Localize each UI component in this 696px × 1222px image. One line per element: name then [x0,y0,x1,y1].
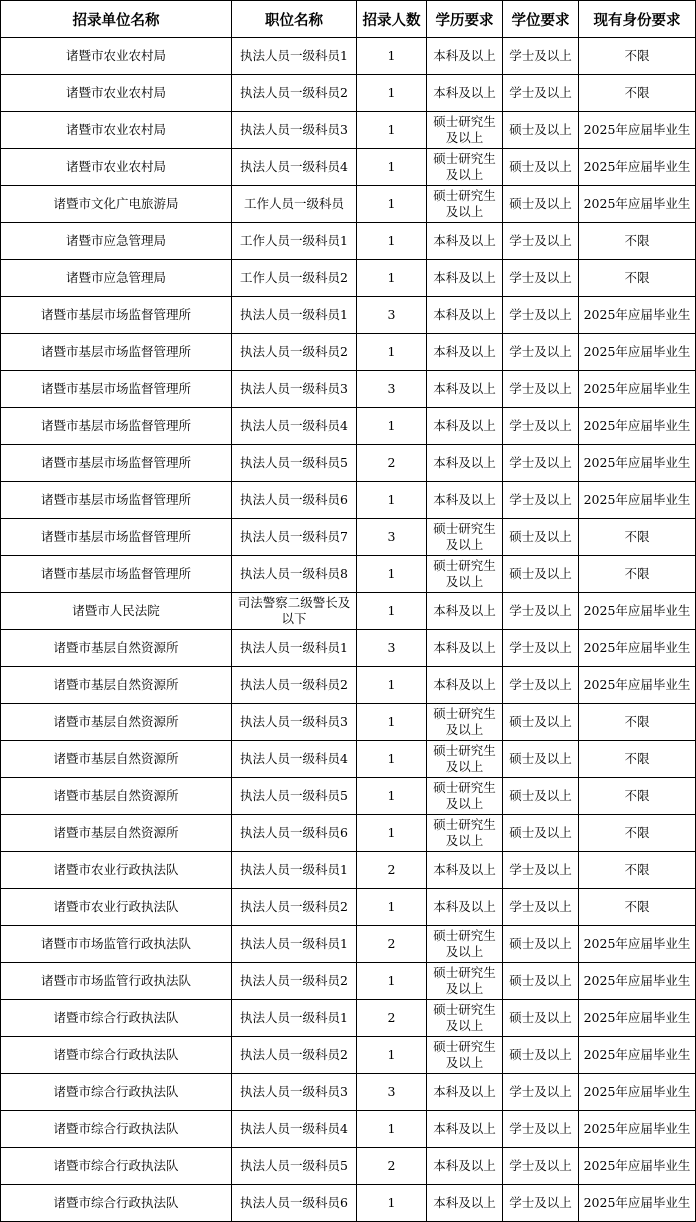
cell-count: 1 [357,112,427,149]
header-position: 职位名称 [232,1,357,38]
cell-identity: 2025年应届毕业生 [579,482,696,519]
cell-unit: 诸暨市农业农村局 [1,112,232,149]
cell-count: 2 [357,852,427,889]
cell-unit: 诸暨市农业行政执法队 [1,889,232,926]
cell-identity: 2025年应届毕业生 [579,408,696,445]
table-row [1,556,696,593]
cell-position: 执法人员一级科员4 [232,741,357,778]
cell-unit: 诸暨市市场监管行政执法队 [1,963,232,1000]
cell-position: 执法人员一级科员5 [232,1148,357,1185]
header-count: 招录人数 [357,1,427,38]
cell-degree: 硕士及以上 [503,186,579,223]
cell-position: 执法人员一级科员6 [232,482,357,519]
table-row [1,186,696,223]
cell-identity: 不限 [579,889,696,926]
cell-degree: 学士及以上 [503,1111,579,1148]
cell-identity: 不限 [579,260,696,297]
cell-unit: 诸暨市应急管理局 [1,260,232,297]
cell-degree: 硕士及以上 [503,1000,579,1037]
table-row [1,963,696,1000]
cell-identity: 不限 [579,852,696,889]
table-row [1,1148,696,1185]
cell-count: 1 [357,408,427,445]
cell-position: 执法人员一级科员3 [232,704,357,741]
cell-position: 执法人员一级科员1 [232,1000,357,1037]
cell-identity: 2025年应届毕业生 [579,297,696,334]
cell-count: 1 [357,815,427,852]
cell-unit: 诸暨市文化广电旅游局 [1,186,232,223]
header-education: 学历要求 [427,1,503,38]
cell-identity: 2025年应届毕业生 [579,667,696,704]
cell-identity: 不限 [579,556,696,593]
cell-position: 执法人员一级科员2 [232,667,357,704]
cell-unit: 诸暨市综合行政执法队 [1,1037,232,1074]
table-row [1,371,696,408]
cell-education: 本科及以上 [427,75,503,112]
table-row [1,593,696,630]
cell-position: 执法人员一级科员4 [232,408,357,445]
cell-degree: 学士及以上 [503,889,579,926]
table-row [1,149,696,186]
cell-unit: 诸暨市农业农村局 [1,38,232,75]
cell-position: 执法人员一级科员2 [232,963,357,1000]
cell-unit: 诸暨市基层市场监督管理所 [1,334,232,371]
cell-degree: 学士及以上 [503,852,579,889]
cell-identity: 2025年应届毕业生 [579,630,696,667]
cell-education: 本科及以上 [427,223,503,260]
cell-count: 1 [357,186,427,223]
table-row [1,704,696,741]
cell-degree: 硕士及以上 [503,1037,579,1074]
table-row [1,334,696,371]
cell-identity: 不限 [579,223,696,260]
cell-count: 3 [357,1074,427,1111]
cell-education: 硕士研究生及以上 [427,704,503,741]
table-row [1,1037,696,1074]
header-unit: 招录单位名称 [1,1,232,38]
table-row [1,38,696,75]
cell-position: 工作人员一级科员1 [232,223,357,260]
cell-degree: 学士及以上 [503,445,579,482]
table-row [1,75,696,112]
cell-unit: 诸暨市基层市场监督管理所 [1,445,232,482]
cell-position: 执法人员一级科员8 [232,556,357,593]
cell-unit: 诸暨市基层自然资源所 [1,630,232,667]
table-row [1,408,696,445]
cell-count: 1 [357,889,427,926]
cell-position: 执法人员一级科员7 [232,519,357,556]
cell-count: 2 [357,926,427,963]
cell-unit: 诸暨市基层自然资源所 [1,815,232,852]
cell-position: 执法人员一级科员1 [232,38,357,75]
cell-count: 1 [357,741,427,778]
header-degree: 学位要求 [503,1,579,38]
cell-count: 1 [357,38,427,75]
table-row [1,1185,696,1222]
cell-degree: 硕士及以上 [503,741,579,778]
cell-degree: 硕士及以上 [503,778,579,815]
cell-position: 执法人员一级科员5 [232,445,357,482]
cell-count: 2 [357,1148,427,1185]
cell-count: 3 [357,630,427,667]
cell-identity: 不限 [579,75,696,112]
table-row [1,1074,696,1111]
cell-degree: 学士及以上 [503,1148,579,1185]
cell-education: 本科及以上 [427,1148,503,1185]
cell-education: 硕士研究生及以上 [427,1037,503,1074]
table-header [1,1,696,38]
cell-degree: 学士及以上 [503,630,579,667]
cell-position: 执法人员一级科员3 [232,112,357,149]
cell-position: 执法人员一级科员6 [232,815,357,852]
cell-education: 本科及以上 [427,1185,503,1222]
cell-position: 执法人员一级科员2 [232,1037,357,1074]
cell-education: 本科及以上 [427,371,503,408]
cell-count: 1 [357,1185,427,1222]
cell-identity: 不限 [579,778,696,815]
cell-position: 工作人员一级科员2 [232,260,357,297]
cell-count: 1 [357,223,427,260]
cell-count: 1 [357,778,427,815]
cell-position: 执法人员一级科员3 [232,371,357,408]
cell-education: 本科及以上 [427,38,503,75]
cell-identity: 2025年应届毕业生 [579,149,696,186]
header-row [1,1,696,38]
cell-education: 本科及以上 [427,889,503,926]
cell-education: 本科及以上 [427,260,503,297]
cell-degree: 学士及以上 [503,75,579,112]
cell-unit: 诸暨市基层自然资源所 [1,704,232,741]
table-row [1,815,696,852]
table-body [1,38,696,1222]
cell-degree: 学士及以上 [503,667,579,704]
cell-count: 3 [357,371,427,408]
cell-education: 硕士研究生及以上 [427,963,503,1000]
table-row [1,778,696,815]
table-row [1,889,696,926]
cell-unit: 诸暨市基层自然资源所 [1,667,232,704]
cell-position: 执法人员一级科员1 [232,926,357,963]
cell-unit: 诸暨市基层自然资源所 [1,778,232,815]
cell-position: 司法警察二级警长及以下 [232,593,357,630]
cell-count: 1 [357,260,427,297]
cell-unit: 诸暨市农业农村局 [1,149,232,186]
cell-identity: 2025年应届毕业生 [579,112,696,149]
cell-degree: 硕士及以上 [503,112,579,149]
cell-identity: 2025年应届毕业生 [579,1185,696,1222]
cell-count: 1 [357,593,427,630]
cell-education: 硕士研究生及以上 [427,149,503,186]
cell-count: 1 [357,334,427,371]
cell-count: 1 [357,482,427,519]
cell-education: 本科及以上 [427,667,503,704]
cell-identity: 2025年应届毕业生 [579,186,696,223]
cell-degree: 硕士及以上 [503,556,579,593]
cell-education: 硕士研究生及以上 [427,556,503,593]
table-row [1,260,696,297]
cell-degree: 学士及以上 [503,260,579,297]
cell-unit: 诸暨市基层市场监督管理所 [1,556,232,593]
cell-unit: 诸暨市基层市场监督管理所 [1,408,232,445]
table-row [1,741,696,778]
cell-education: 本科及以上 [427,408,503,445]
cell-position: 执法人员一级科员2 [232,334,357,371]
table-row [1,223,696,260]
table-row [1,630,696,667]
cell-education: 本科及以上 [427,334,503,371]
cell-position: 工作人员一级科员 [232,186,357,223]
cell-education: 本科及以上 [427,445,503,482]
cell-unit: 诸暨市综合行政执法队 [1,1074,232,1111]
cell-identity: 不限 [579,38,696,75]
cell-position: 执法人员一级科员1 [232,630,357,667]
table-row [1,519,696,556]
table-row [1,482,696,519]
cell-unit: 诸暨市应急管理局 [1,223,232,260]
cell-education: 硕士研究生及以上 [427,112,503,149]
cell-education: 硕士研究生及以上 [427,519,503,556]
table-row [1,667,696,704]
cell-degree: 硕士及以上 [503,704,579,741]
cell-count: 1 [357,963,427,1000]
cell-degree: 硕士及以上 [503,926,579,963]
cell-education: 硕士研究生及以上 [427,741,503,778]
cell-education: 硕士研究生及以上 [427,1000,503,1037]
cell-degree: 学士及以上 [503,593,579,630]
table-row [1,297,696,334]
cell-degree: 硕士及以上 [503,815,579,852]
cell-education: 硕士研究生及以上 [427,815,503,852]
cell-education: 本科及以上 [427,852,503,889]
cell-unit: 诸暨市人民法院 [1,593,232,630]
table-row [1,1111,696,1148]
cell-position: 执法人员一级科员1 [232,297,357,334]
cell-degree: 硕士及以上 [503,149,579,186]
cell-count: 1 [357,75,427,112]
cell-position: 执法人员一级科员4 [232,1111,357,1148]
cell-unit: 诸暨市基层市场监督管理所 [1,297,232,334]
cell-count: 1 [357,149,427,186]
cell-position: 执法人员一级科员6 [232,1185,357,1222]
cell-unit: 诸暨市综合行政执法队 [1,1185,232,1222]
table-row [1,852,696,889]
cell-count: 2 [357,1000,427,1037]
cell-unit: 诸暨市基层市场监督管理所 [1,371,232,408]
cell-count: 1 [357,1111,427,1148]
table-row [1,112,696,149]
cell-unit: 诸暨市综合行政执法队 [1,1148,232,1185]
header-identity: 现有身份要求 [579,1,696,38]
cell-degree: 学士及以上 [503,1185,579,1222]
table-row [1,445,696,482]
cell-identity: 2025年应届毕业生 [579,963,696,1000]
cell-count: 1 [357,1037,427,1074]
cell-degree: 学士及以上 [503,408,579,445]
cell-degree: 学士及以上 [503,371,579,408]
cell-count: 1 [357,704,427,741]
cell-degree: 学士及以上 [503,1074,579,1111]
table-row [1,926,696,963]
cell-identity: 2025年应届毕业生 [579,445,696,482]
cell-identity: 2025年应届毕业生 [579,593,696,630]
cell-position: 执法人员一级科员5 [232,778,357,815]
cell-count: 2 [357,445,427,482]
cell-education: 本科及以上 [427,297,503,334]
cell-education: 硕士研究生及以上 [427,778,503,815]
cell-degree: 学士及以上 [503,223,579,260]
cell-identity: 不限 [579,815,696,852]
cell-identity: 2025年应届毕业生 [579,1074,696,1111]
cell-education: 本科及以上 [427,1074,503,1111]
cell-position: 执法人员一级科员3 [232,1074,357,1111]
table-row [1,1000,696,1037]
cell-identity: 2025年应届毕业生 [579,371,696,408]
cell-education: 本科及以上 [427,593,503,630]
cell-identity: 2025年应届毕业生 [579,1037,696,1074]
cell-unit: 诸暨市农业行政执法队 [1,852,232,889]
cell-degree: 学士及以上 [503,297,579,334]
cell-degree: 硕士及以上 [503,963,579,1000]
cell-unit: 诸暨市综合行政执法队 [1,1000,232,1037]
cell-identity: 2025年应届毕业生 [579,334,696,371]
cell-identity: 不限 [579,704,696,741]
cell-identity: 2025年应届毕业生 [579,1148,696,1185]
cell-identity: 不限 [579,519,696,556]
cell-unit: 诸暨市基层市场监督管理所 [1,482,232,519]
cell-degree: 硕士及以上 [503,519,579,556]
cell-identity: 不限 [579,741,696,778]
cell-education: 硕士研究生及以上 [427,186,503,223]
cell-education: 本科及以上 [427,1111,503,1148]
cell-education: 本科及以上 [427,482,503,519]
cell-degree: 学士及以上 [503,482,579,519]
cell-unit: 诸暨市基层自然资源所 [1,741,232,778]
cell-education: 本科及以上 [427,630,503,667]
cell-unit: 诸暨市综合行政执法队 [1,1111,232,1148]
cell-unit: 诸暨市基层市场监督管理所 [1,519,232,556]
cell-count: 3 [357,519,427,556]
cell-count: 3 [357,297,427,334]
cell-identity: 2025年应届毕业生 [579,926,696,963]
cell-degree: 学士及以上 [503,38,579,75]
cell-count: 1 [357,556,427,593]
cell-position: 执法人员一级科员2 [232,75,357,112]
cell-identity: 2025年应届毕业生 [579,1000,696,1037]
cell-unit: 诸暨市农业农村局 [1,75,232,112]
cell-identity: 2025年应届毕业生 [579,1111,696,1148]
cell-count: 1 [357,667,427,704]
cell-unit: 诸暨市市场监管行政执法队 [1,926,232,963]
cell-degree: 学士及以上 [503,334,579,371]
cell-position: 执法人员一级科员4 [232,149,357,186]
cell-position: 执法人员一级科员2 [232,889,357,926]
cell-education: 硕士研究生及以上 [427,926,503,963]
cell-position: 执法人员一级科员1 [232,852,357,889]
